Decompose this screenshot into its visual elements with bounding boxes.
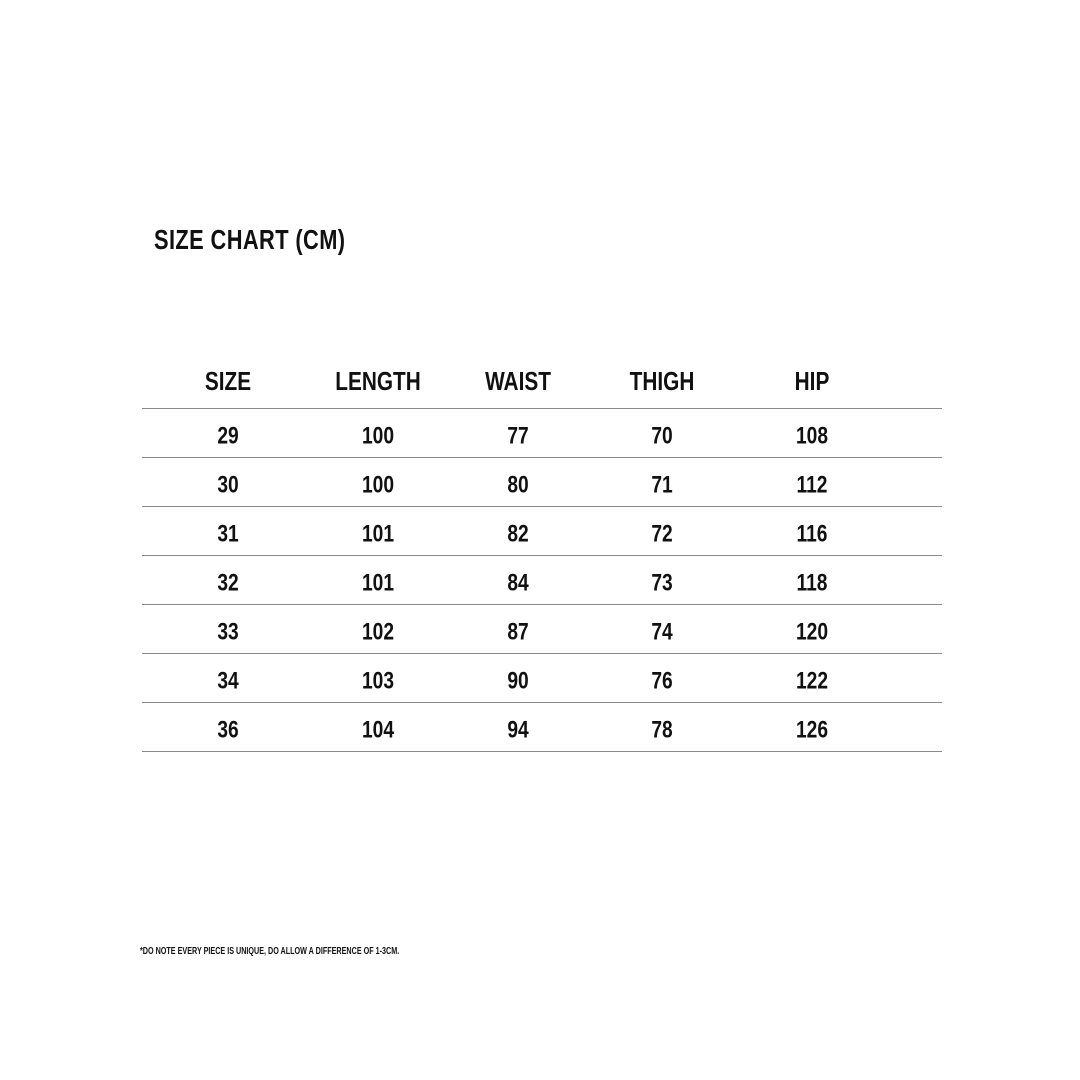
cell-hip: 108 [795, 422, 829, 450]
cell-hip: 112 [796, 471, 828, 499]
cell-thigh: 71 [651, 471, 673, 499]
cell-thigh: 78 [651, 716, 673, 744]
cell-thigh: 70 [651, 422, 673, 450]
table-row [142, 605, 942, 654]
header-length: LENGTH [335, 366, 421, 397]
cell-waist: 94 [507, 716, 529, 744]
table-row [142, 507, 942, 556]
cell-thigh: 72 [651, 520, 673, 548]
cell-hip: 122 [795, 667, 829, 695]
header-size: SIZE [204, 366, 252, 397]
table-row [142, 703, 942, 752]
cell-size: 31 [217, 520, 239, 548]
cell-size: 34 [217, 667, 239, 695]
cell-length: 101 [361, 520, 395, 548]
cell-hip: 126 [795, 716, 829, 744]
table-row [142, 654, 942, 703]
table-row [142, 409, 942, 458]
size-chart-table [142, 360, 942, 752]
cell-waist: 84 [507, 569, 529, 597]
table-row [142, 458, 942, 507]
page-title: SIZE CHART (CM) [154, 224, 346, 255]
cell-waist: 80 [507, 471, 529, 499]
cell-size: 29 [217, 422, 239, 450]
cell-length: 104 [361, 716, 395, 744]
cell-waist: 77 [507, 422, 529, 450]
cell-length: 103 [361, 667, 395, 695]
cell-waist: 82 [507, 520, 529, 548]
cell-length: 102 [361, 618, 395, 646]
cell-size: 36 [217, 716, 239, 744]
cell-length: 101 [361, 569, 395, 597]
cell-waist: 87 [507, 618, 529, 646]
cell-hip: 116 [796, 520, 828, 548]
cell-hip: 118 [796, 569, 828, 597]
table-header-row [142, 360, 942, 409]
cell-length: 100 [361, 471, 395, 499]
cell-size: 33 [217, 618, 239, 646]
footnote: *DO NOTE EVERY PIECE IS UNIQUE, DO ALLOW A DIFFERENCE OF 1-3CM. [140, 946, 400, 957]
cell-size: 32 [217, 569, 239, 597]
cell-length: 100 [361, 422, 395, 450]
table-row [142, 556, 942, 605]
header-hip: HIP [794, 366, 830, 397]
header-waist: WAIST [485, 366, 551, 397]
cell-thigh: 76 [651, 667, 673, 695]
cell-thigh: 73 [651, 569, 673, 597]
cell-waist: 90 [507, 667, 529, 695]
header-thigh: THIGH [629, 366, 695, 397]
cell-thigh: 74 [651, 618, 673, 646]
cell-size: 30 [217, 471, 239, 499]
cell-hip: 120 [795, 618, 829, 646]
